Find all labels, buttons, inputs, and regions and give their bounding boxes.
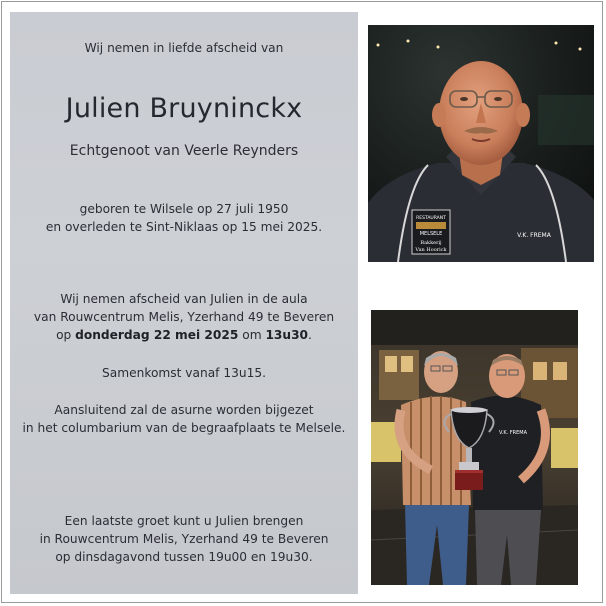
farewell-time: 13u30 xyxy=(265,328,309,342)
farewell-line-1: Wij nemen afscheid van Julien in de aula xyxy=(60,292,308,306)
patch-text-1: RESTAURANT xyxy=(416,216,446,221)
shirt-text: V.K. FREMA xyxy=(517,232,551,239)
trophy-photo xyxy=(371,310,578,585)
farewell-date: donderdag 22 mei 2025 xyxy=(75,328,239,342)
portrait-photo xyxy=(368,25,594,262)
farewell-post: . xyxy=(308,328,312,342)
born-text: geboren te Wilsele op 27 juli 1950 xyxy=(79,202,289,216)
patch-text-3: Bakkerij xyxy=(420,240,442,246)
patch-text-4: Van Hoorick xyxy=(415,247,447,253)
shirt-text-2: V.K. FREMA xyxy=(498,430,528,436)
greet-line-2: in Rouwcentrum Melis, Yzerhand 49 te Beveren xyxy=(39,532,329,546)
gathering-text: Samenkomst vanaf 13u15. xyxy=(102,366,266,380)
patch-text-2: MELSELE xyxy=(419,231,443,237)
died-text: en overleden te Sint-Niklaas op 15 mei 2025. xyxy=(45,220,323,234)
farewell-line-2: van Rouwcentrum Melis, Yzerhand 49 te Beveren xyxy=(33,310,335,324)
farewell-pre: op xyxy=(56,328,76,342)
spouse-text: Echtgenoot van Veerle Reynders xyxy=(69,143,299,159)
intro-text: Wij nemen in liefde afscheid van xyxy=(84,41,284,55)
obituary-card xyxy=(10,12,358,594)
farewell-mid: om xyxy=(238,328,266,342)
farewell-line-3 xyxy=(10,326,358,344)
urn-line-1: Aansluitend zal de asurne worden bijgezet xyxy=(54,403,314,417)
urn-line-2: in het columbarium van de begraafplaats te Melsele. xyxy=(22,421,346,435)
greet-line-1: Een laatste groet kunt u Julien brengen xyxy=(64,514,304,528)
deceased-name: Julien Bruyninckx xyxy=(65,93,303,124)
greet-line-3: op dinsdagavond tussen 19u00 en 19u30. xyxy=(55,550,313,564)
